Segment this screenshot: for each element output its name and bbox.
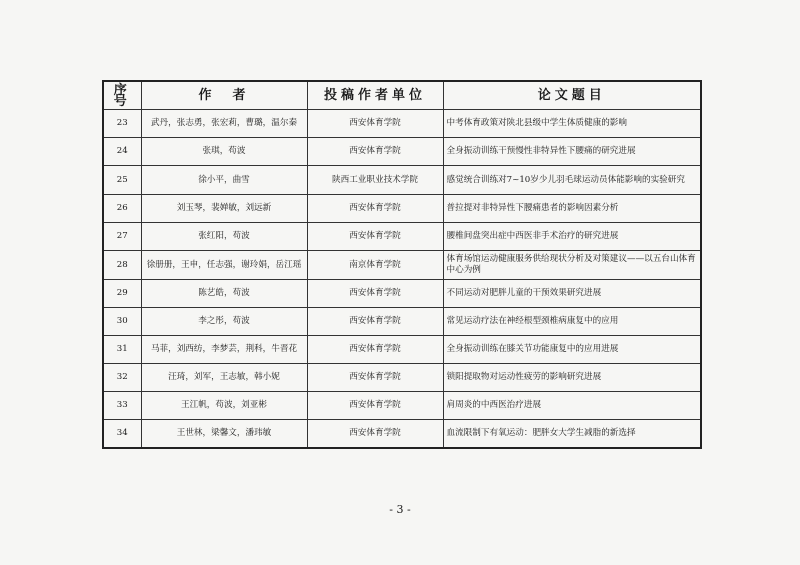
- header-authors: 作 者: [141, 81, 307, 110]
- header-title: 论文题目: [443, 81, 701, 110]
- row-unit: 西安体育学院: [307, 280, 443, 308]
- row-title: 血流限制下有氧运动：肥胖女大学生减脂的新选择: [443, 420, 701, 448]
- row-authors: 汪琦，刘军，王志敏，韩小妮: [141, 364, 307, 392]
- header-number: 序号: [103, 81, 141, 110]
- row-authors: 张红阳，苟波: [141, 223, 307, 251]
- table-header-row: [103, 81, 701, 110]
- row-title: 感觉统合训练对7~10岁少儿羽毛球运动员体能影响的实验研究: [443, 166, 701, 195]
- row-authors: 王世林，梁馨文，潘玮敏: [141, 420, 307, 448]
- row-unit: 西安体育学院: [307, 223, 443, 251]
- row-authors: 陈艺皓，苟波: [141, 280, 307, 308]
- table-row: [103, 364, 701, 392]
- header-unit: 投稿作者单位: [307, 81, 443, 110]
- row-number: 34: [103, 420, 141, 448]
- row-title: 中考体育政策对陕北县级中学生体质健康的影响: [443, 110, 701, 138]
- paper-list-table: [102, 80, 702, 449]
- row-authors: 刘玉琴，裴婵敏，刘远新: [141, 195, 307, 223]
- row-title: 全身振动训练在膝关节功能康复中的应用进展: [443, 336, 701, 364]
- table-row: [103, 420, 701, 448]
- row-number: 27: [103, 223, 141, 251]
- table-row: [103, 251, 701, 280]
- row-unit: 西安体育学院: [307, 420, 443, 448]
- row-unit: 南京体育学院: [307, 251, 443, 280]
- row-number: 24: [103, 138, 141, 166]
- row-authors: 李之彤，苟波: [141, 308, 307, 336]
- row-unit: 陕西工业职业技术学院: [307, 166, 443, 195]
- row-title: 普拉提对非特异性下腰痛患者的影响因素分析: [443, 195, 701, 223]
- row-number: 25: [103, 166, 141, 195]
- row-title: 不同运动对肥胖儿童的干预效果研究进展: [443, 280, 701, 308]
- row-unit: 西安体育学院: [307, 195, 443, 223]
- row-title: 全身振动训练干预慢性非特异性下腰痛的研究进展: [443, 138, 701, 166]
- row-title: 腰椎间盘突出症中西医非手术治疗的研究进展: [443, 223, 701, 251]
- row-authors: 徐册册，王申，任志强，谢玲娟，岳江瑶: [141, 251, 307, 280]
- row-number: 32: [103, 364, 141, 392]
- table-row: [103, 166, 701, 195]
- table-row: [103, 195, 701, 223]
- row-number: 28: [103, 251, 141, 280]
- row-title: 体育场馆运动健康服务供给现状分析及对策建议——以五台山体育中心为例: [443, 251, 701, 280]
- row-title: 肩周炎的中西医治疗进展: [443, 392, 701, 420]
- row-unit: 西安体育学院: [307, 392, 443, 420]
- row-authors: 张琪，苟波: [141, 138, 307, 166]
- row-authors: 马菲，刘西纺，李梦芸，荆科，牛晋花: [141, 336, 307, 364]
- row-title: 常见运动疗法在神经根型颈椎病康复中的应用: [443, 308, 701, 336]
- row-unit: 西安体育学院: [307, 336, 443, 364]
- row-unit: 西安体育学院: [307, 110, 443, 138]
- table-row: [103, 392, 701, 420]
- row-number: 29: [103, 280, 141, 308]
- row-authors: 武丹，张志勇，张宏莉，曹璐，温尔秦: [141, 110, 307, 138]
- table-row: [103, 280, 701, 308]
- table-row: [103, 138, 701, 166]
- row-number: 31: [103, 336, 141, 364]
- page-number: - 3 -: [389, 503, 411, 516]
- row-authors: 王江帆，苟波，刘亚彬: [141, 392, 307, 420]
- table-row: [103, 336, 701, 364]
- table-row: [103, 308, 701, 336]
- table-row: [103, 110, 701, 138]
- row-number: 26: [103, 195, 141, 223]
- row-authors: 徐小平，曲雪: [141, 166, 307, 195]
- table-row: [103, 223, 701, 251]
- row-number: 23: [103, 110, 141, 138]
- row-title: 锁阳提取物对运动性疲劳的影响研究进展: [443, 364, 701, 392]
- row-number: 33: [103, 392, 141, 420]
- row-unit: 西安体育学院: [307, 138, 443, 166]
- row-unit: 西安体育学院: [307, 308, 443, 336]
- row-number: 30: [103, 308, 141, 336]
- row-unit: 西安体育学院: [307, 364, 443, 392]
